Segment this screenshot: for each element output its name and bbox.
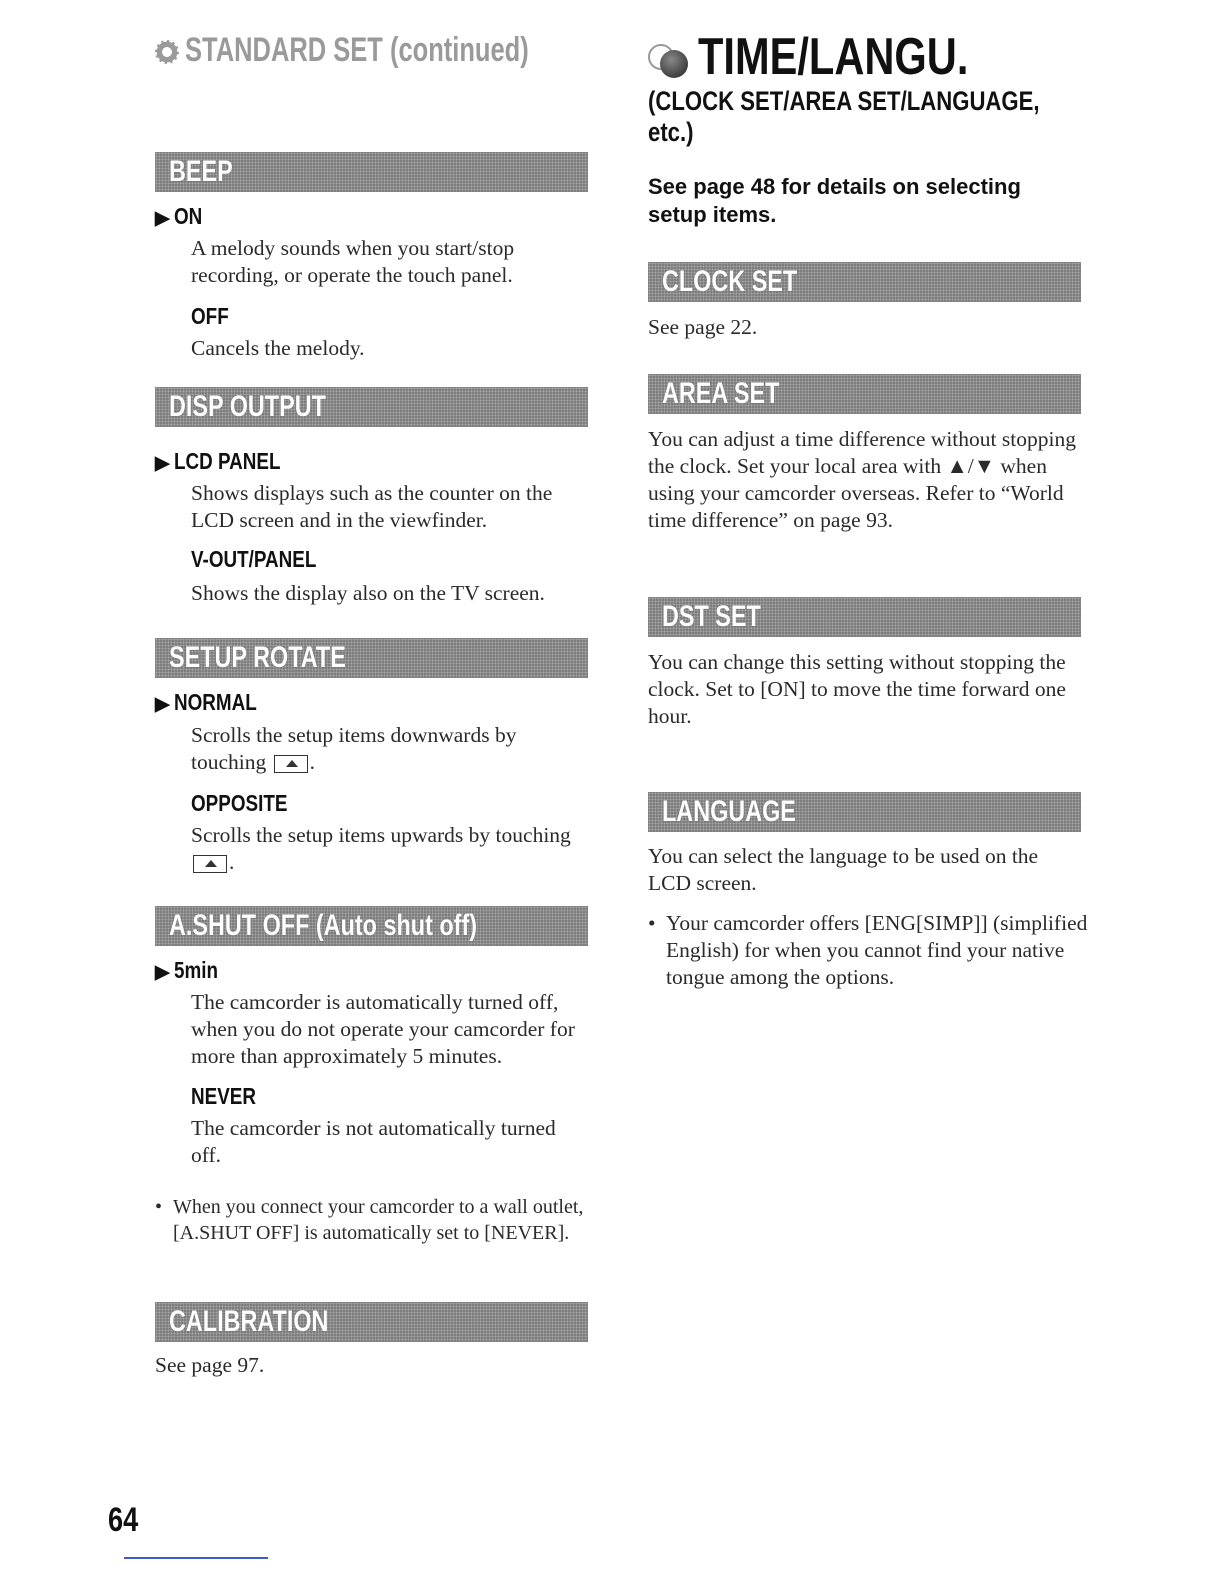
option-opposite: OPPOSITE	[191, 790, 288, 816]
desc-dst-set: You can change this setting without stopping the clock. Set to [ON] to move the time forward one hour.	[648, 650, 1066, 728]
bar-beep: BEEP	[155, 152, 588, 192]
scroll-up-button-icon	[274, 755, 308, 773]
bar-setup-rotate: SETUP ROTATE	[155, 638, 588, 678]
footer-rule	[124, 1557, 268, 1559]
desc-opposite: Scrolls the setup items upwards by touching .	[191, 823, 571, 874]
desc-lcd-panel: Shows displays such as the counter on the LCD screen and in the viewfinder.	[191, 481, 553, 532]
desc-calibration: See page 97.	[155, 1353, 265, 1377]
option-normal: ▶ NORMAL	[155, 688, 275, 719]
clock-icon	[648, 40, 688, 80]
page-number: 64	[108, 1501, 139, 1539]
section-subtitle: (CLOCK SET/AREA SET/LANGUAGE, etc.)	[648, 86, 1040, 147]
default-arrow-icon: ▶	[155, 694, 170, 715]
bar-disp-output: DISP OUTPUT	[155, 387, 588, 427]
desc-normal: Scrolls the setup items downwards by touching .	[191, 723, 517, 774]
scroll-up-button-icon	[193, 855, 227, 873]
bar-area-set: AREA SET	[648, 374, 1081, 414]
desc-v-out-panel: Shows the display also on the TV screen.	[191, 581, 545, 605]
option-off: OFF	[191, 303, 229, 329]
gear-icon	[155, 40, 179, 64]
option-never: NEVER	[191, 1083, 256, 1109]
option-v-out-panel: V-OUT/PANEL	[191, 546, 317, 572]
default-arrow-icon: ▶	[155, 962, 170, 983]
section-header-time-langu: TIME/LANGU.	[648, 28, 1036, 86]
default-arrow-icon: ▶	[155, 208, 170, 229]
desc-off: Cancels the melody.	[191, 336, 365, 360]
bar-clock-set: CLOCK SET	[648, 262, 1081, 302]
section-header-standard-set: STANDARD SET (continued)	[155, 30, 643, 70]
desc-5min: The camcorder is automatically turned off, when you do not operate your camcorder for more than approximately 5 minutes.	[191, 990, 575, 1068]
setup-note: See page 48 for details on selecting setup items.	[648, 174, 1021, 227]
option-5min: ▶ 5min	[155, 956, 227, 987]
bar-calibration: CALIBRATION	[155, 1302, 588, 1342]
option-on: ▶ ON	[155, 202, 208, 233]
bar-language: LANGUAGE	[648, 792, 1081, 832]
desc-never: The camcorder is not automatically turned off.	[191, 1116, 556, 1167]
note-shut-off: • When you connect your camcorder to a wall outlet, [A.SHUT OFF] is automatically set to [NEVER].	[155, 1194, 606, 1246]
desc-area-set: You can adjust a time difference without stopping the clock. Set your local area with ▲/▼ when using your camcorder overseas. Refer to “World time difference” on page 93.	[648, 427, 1076, 532]
bullet-language: • Your camcorder offers [ENG[SIMP]] (simplified English) for when you cannot find your native tongue among the options.	[648, 910, 1099, 991]
desc-language: You can select the language to be used on the LCD screen.	[648, 844, 1039, 895]
default-arrow-icon: ▶	[155, 453, 170, 474]
option-lcd-panel: ▶ LCD PANEL	[155, 447, 304, 478]
bar-dst-set: DST SET	[648, 597, 1081, 637]
bar-a-shut-off: A.SHUT OFF (Auto shut off)	[155, 906, 588, 946]
desc-clock-set: See page 22.	[648, 315, 758, 339]
desc-on: A melody sounds when you start/stop recording, or operate the touch panel.	[191, 236, 515, 287]
